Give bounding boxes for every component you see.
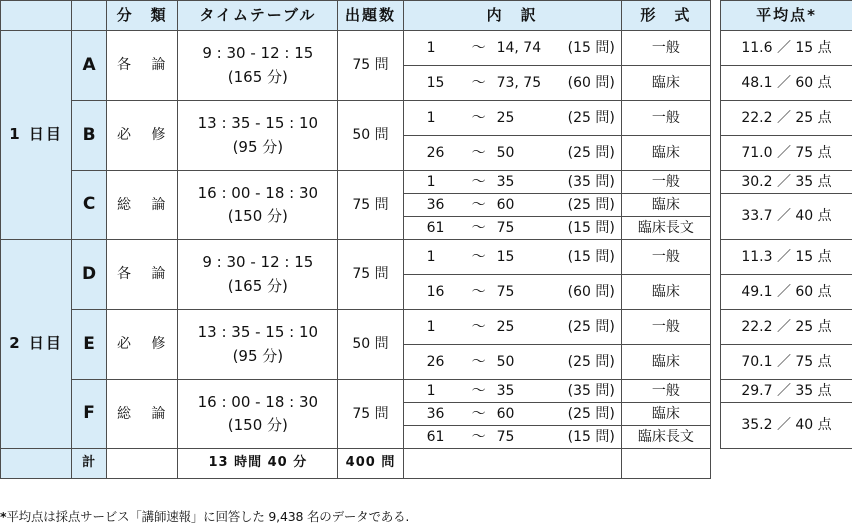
avg-row bbox=[721, 136, 852, 171]
range-questions: (25 問) bbox=[568, 406, 615, 422]
total-label: 計 bbox=[72, 449, 107, 479]
day-label: 2 日目 bbox=[1, 240, 72, 449]
range bbox=[404, 319, 621, 335]
avg-score: 22.2 ／ 25 点 bbox=[721, 310, 852, 345]
range-sep: 〜 bbox=[461, 406, 497, 422]
header-category: 分 類 bbox=[107, 1, 178, 31]
total-blank-breakdown bbox=[403, 449, 621, 479]
section-id: F bbox=[72, 380, 107, 449]
format-cell: 一般 bbox=[621, 31, 710, 66]
breakdown-cell bbox=[403, 31, 621, 66]
section-timetable bbox=[178, 240, 338, 310]
avg-row bbox=[721, 345, 852, 380]
range-to: 25 bbox=[497, 319, 567, 335]
range-from: 15 bbox=[427, 75, 461, 91]
range-left bbox=[426, 429, 568, 445]
avg-row bbox=[721, 240, 852, 275]
header-row bbox=[1, 1, 711, 31]
question-count: 75 問 bbox=[338, 240, 403, 310]
time-range: 9 : 30 - 12 : 15 bbox=[178, 42, 337, 65]
range bbox=[404, 75, 621, 91]
section-category: 必 修 bbox=[107, 101, 178, 171]
header-blank-day bbox=[1, 1, 72, 31]
time-range: 13 : 35 - 15 : 10 bbox=[178, 112, 337, 135]
total-blank-category bbox=[107, 449, 178, 479]
range-to: 25 bbox=[497, 110, 567, 126]
format-cell: 一般 bbox=[621, 101, 710, 136]
section-id: C bbox=[72, 171, 107, 240]
format-cell: 臨床長文 bbox=[621, 426, 710, 449]
breakdown-cell bbox=[403, 66, 621, 101]
range-left bbox=[426, 174, 568, 190]
range-sep: 〜 bbox=[461, 197, 497, 213]
table-row bbox=[1, 31, 711, 66]
range-from: 61 bbox=[427, 220, 461, 236]
section-id: B bbox=[72, 101, 107, 171]
range-from: 16 bbox=[427, 284, 461, 300]
range-left bbox=[426, 220, 568, 236]
range-left bbox=[426, 249, 568, 265]
total-blank-day bbox=[1, 449, 72, 479]
breakdown-cell bbox=[403, 380, 621, 403]
range-left bbox=[426, 319, 568, 335]
question-count: 50 問 bbox=[338, 310, 403, 380]
time-range: 9 : 30 - 12 : 15 bbox=[178, 251, 337, 274]
format-cell: 臨床 bbox=[621, 275, 710, 310]
range-to: 50 bbox=[497, 354, 567, 370]
format-cell: 一般 bbox=[621, 240, 710, 275]
range-from: 26 bbox=[427, 145, 461, 161]
header-format: 形 式 bbox=[621, 1, 710, 31]
duration: (150 分) bbox=[178, 414, 337, 437]
breakdown-cell bbox=[403, 310, 621, 345]
duration: (95 分) bbox=[178, 136, 337, 159]
range-to: 50 bbox=[497, 145, 567, 161]
format-cell: 臨床 bbox=[621, 345, 710, 380]
range-to: 60 bbox=[497, 406, 567, 422]
range bbox=[404, 110, 621, 126]
avg-row bbox=[721, 380, 852, 403]
total-count: 400 問 bbox=[338, 449, 403, 479]
range bbox=[404, 284, 621, 300]
avg-row bbox=[721, 403, 852, 426]
range-questions: (25 問) bbox=[568, 354, 615, 370]
section-category: 必 修 bbox=[107, 310, 178, 380]
duration: (165 分) bbox=[178, 275, 337, 298]
range-sep: 〜 bbox=[461, 383, 497, 399]
range-sep: 〜 bbox=[461, 220, 497, 236]
avg-score: 11.6 ／ 15 点 bbox=[721, 31, 852, 66]
range-from: 61 bbox=[427, 429, 461, 445]
footnote-mark: * bbox=[0, 509, 6, 524]
range bbox=[404, 197, 621, 213]
range-to: 73, 75 bbox=[497, 75, 567, 91]
range-from: 1 bbox=[427, 40, 461, 56]
table-row bbox=[1, 240, 711, 275]
breakdown-cell bbox=[403, 217, 621, 240]
range bbox=[404, 145, 621, 161]
breakdown-cell bbox=[403, 240, 621, 275]
avg-score: 11.3 ／ 15 点 bbox=[721, 240, 852, 275]
range-from: 36 bbox=[427, 197, 461, 213]
range-left bbox=[426, 383, 568, 399]
range-questions: (25 問) bbox=[568, 110, 615, 126]
range-from: 1 bbox=[427, 174, 461, 190]
section-category: 総 論 bbox=[107, 171, 178, 240]
breakdown-cell bbox=[403, 426, 621, 449]
range-left bbox=[426, 406, 568, 422]
range-sep: 〜 bbox=[461, 75, 497, 91]
avg-score: 29.7 ／ 35 点 bbox=[721, 380, 852, 403]
range-left bbox=[426, 197, 568, 213]
average-score-table bbox=[720, 0, 852, 449]
section-timetable bbox=[178, 171, 338, 240]
range-to: 75 bbox=[497, 284, 567, 300]
format-cell: 臨床 bbox=[621, 136, 710, 171]
range-left bbox=[426, 145, 568, 161]
header-blank-section bbox=[72, 1, 107, 31]
breakdown-cell bbox=[403, 101, 621, 136]
time-range: 13 : 35 - 15 : 10 bbox=[178, 321, 337, 344]
range-questions: (15 問) bbox=[568, 40, 615, 56]
avg-row bbox=[721, 101, 852, 136]
section-timetable bbox=[178, 31, 338, 101]
avg-row bbox=[721, 194, 852, 217]
range-to: 35 bbox=[497, 174, 567, 190]
range-to: 14, 74 bbox=[497, 40, 567, 56]
range-questions: (15 問) bbox=[568, 220, 615, 236]
header-breakdown: 内 訳 bbox=[403, 1, 621, 31]
range-from: 1 bbox=[427, 319, 461, 335]
range-questions: (60 問) bbox=[568, 75, 615, 91]
question-count: 50 問 bbox=[338, 101, 403, 171]
range-questions: (25 問) bbox=[568, 197, 615, 213]
format-cell: 臨床長文 bbox=[621, 217, 710, 240]
format-cell: 一般 bbox=[621, 310, 710, 345]
header-avg: 平均点* bbox=[721, 1, 852, 31]
range-questions: (60 問) bbox=[568, 284, 615, 300]
avg-score: 48.1 ／ 60 点 bbox=[721, 66, 852, 101]
range-left bbox=[426, 284, 568, 300]
header-count: 出題数 bbox=[338, 1, 403, 31]
format-cell: 一般 bbox=[621, 380, 710, 403]
range-sep: 〜 bbox=[461, 249, 497, 265]
breakdown-cell bbox=[403, 275, 621, 310]
range-sep: 〜 bbox=[461, 40, 497, 56]
section-timetable bbox=[178, 310, 338, 380]
range-questions: (35 問) bbox=[568, 174, 615, 190]
format-cell: 臨床 bbox=[621, 66, 710, 101]
section-timetable bbox=[178, 101, 338, 171]
range-sep: 〜 bbox=[461, 319, 497, 335]
range-left bbox=[426, 354, 568, 370]
schedule-body bbox=[1, 1, 711, 479]
range-from: 1 bbox=[427, 110, 461, 126]
range-sep: 〜 bbox=[461, 110, 497, 126]
question-count: 75 問 bbox=[338, 31, 403, 101]
range-questions: (25 問) bbox=[568, 145, 615, 161]
range bbox=[404, 383, 621, 399]
table-row bbox=[1, 101, 711, 136]
average-body bbox=[721, 1, 852, 449]
range-to: 60 bbox=[497, 197, 567, 213]
format-cell: 一般 bbox=[621, 171, 710, 194]
range-from: 26 bbox=[427, 354, 461, 370]
range-to: 75 bbox=[497, 220, 567, 236]
duration: (95 分) bbox=[178, 345, 337, 368]
range-left bbox=[426, 110, 568, 126]
total-time: 13 時間 40 分 bbox=[178, 449, 338, 479]
duration: (165 分) bbox=[178, 66, 337, 89]
section-timetable bbox=[178, 380, 338, 449]
total-row bbox=[1, 449, 711, 479]
avg-row bbox=[721, 310, 852, 345]
range-questions: (25 問) bbox=[568, 319, 615, 335]
breakdown-cell bbox=[403, 345, 621, 380]
footnote-text: 平均点は採点サービス「講師速報」に回答した 9,438 名のデータである. bbox=[6, 509, 409, 524]
format-cell: 臨床 bbox=[621, 403, 710, 426]
avg-score: 71.0 ／ 75 点 bbox=[721, 136, 852, 171]
avg-score: 33.7 ／ 40 点 bbox=[721, 194, 852, 240]
section-id: E bbox=[72, 310, 107, 380]
range bbox=[404, 429, 621, 445]
breakdown-cell bbox=[403, 171, 621, 194]
range-questions: (35 問) bbox=[568, 383, 615, 399]
avg-row bbox=[721, 171, 852, 194]
avg-score: 22.2 ／ 25 点 bbox=[721, 101, 852, 136]
range-to: 35 bbox=[497, 383, 567, 399]
range-to: 75 bbox=[497, 429, 567, 445]
breakdown-cell bbox=[403, 136, 621, 171]
range-from: 1 bbox=[427, 249, 461, 265]
range-sep: 〜 bbox=[461, 174, 497, 190]
avg-score: 35.2 ／ 40 点 bbox=[721, 403, 852, 449]
table-row bbox=[1, 310, 711, 345]
footnote bbox=[0, 507, 409, 525]
format-cell: 臨床 bbox=[621, 194, 710, 217]
range-left bbox=[426, 40, 568, 56]
range bbox=[404, 174, 621, 190]
avg-score: 30.2 ／ 35 点 bbox=[721, 171, 852, 194]
avg-score: 49.1 ／ 60 点 bbox=[721, 275, 852, 310]
range-sep: 〜 bbox=[461, 284, 497, 300]
range-to: 15 bbox=[497, 249, 567, 265]
section-category: 各 論 bbox=[107, 240, 178, 310]
avg-row bbox=[721, 66, 852, 101]
range-sep: 〜 bbox=[461, 354, 497, 370]
avg-score: 70.1 ／ 75 点 bbox=[721, 345, 852, 380]
time-range: 16 : 00 - 18 : 30 bbox=[178, 182, 337, 205]
section-category: 各 論 bbox=[107, 31, 178, 101]
range-from: 36 bbox=[427, 406, 461, 422]
breakdown-cell bbox=[403, 194, 621, 217]
time-range: 16 : 00 - 18 : 30 bbox=[178, 391, 337, 414]
table-row bbox=[1, 380, 711, 403]
duration: (150 分) bbox=[178, 205, 337, 228]
total-blank-format bbox=[621, 449, 710, 479]
range bbox=[404, 249, 621, 265]
range-questions: (15 問) bbox=[568, 429, 615, 445]
range bbox=[404, 406, 621, 422]
range-questions: (15 問) bbox=[568, 249, 615, 265]
range-from: 1 bbox=[427, 383, 461, 399]
table-row bbox=[1, 171, 711, 194]
avg-row bbox=[721, 275, 852, 310]
breakdown-cell bbox=[403, 403, 621, 426]
avg-row bbox=[721, 31, 852, 66]
section-id: A bbox=[72, 31, 107, 101]
range bbox=[404, 354, 621, 370]
range-left bbox=[426, 75, 568, 91]
range-sep: 〜 bbox=[461, 429, 497, 445]
range-sep: 〜 bbox=[461, 145, 497, 161]
section-category: 総 論 bbox=[107, 380, 178, 449]
question-count: 75 問 bbox=[338, 380, 403, 449]
question-count: 75 問 bbox=[338, 171, 403, 240]
range bbox=[404, 220, 621, 236]
header-timetable: タイムテーブル bbox=[178, 1, 338, 31]
section-id: D bbox=[72, 240, 107, 310]
range bbox=[404, 40, 621, 56]
day-label: 1 日目 bbox=[1, 31, 72, 240]
